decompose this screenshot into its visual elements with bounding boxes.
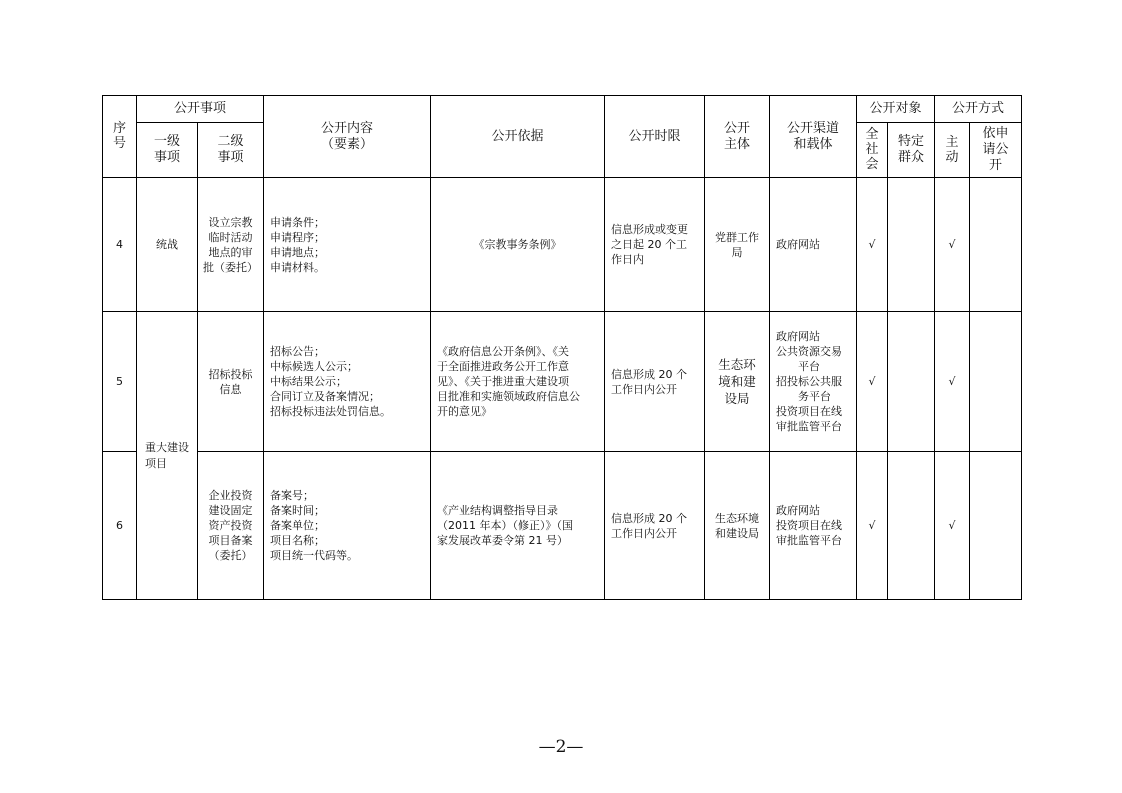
row-method-active-check: √ xyxy=(935,312,970,452)
row-channel: 政府网站 xyxy=(770,178,857,312)
header-target-specific: 特定 群众 xyxy=(888,123,935,178)
row-target-all-check: √ xyxy=(857,312,888,452)
header-channel: 公开渠道 和载体 xyxy=(770,96,857,178)
header-seq: 序号 xyxy=(103,96,137,178)
row-seq: 4 xyxy=(103,178,137,312)
header-target-all: 全社会 xyxy=(857,123,888,178)
row-level2: 设立宗教 临时活动 地点的审 批（委托） xyxy=(198,178,264,312)
row-target-specific-check xyxy=(888,452,935,600)
header-time-limit: 公开时限 xyxy=(605,96,705,178)
row-content: 备案号； 备案时间； 备案单位； 项目名称； 项目统一代码等。 xyxy=(264,452,431,600)
row-method-request-check xyxy=(970,452,1022,600)
row-time-limit: 信息形成 20 个 工作日内公开 xyxy=(605,452,705,600)
row-basis: 《政府信息公开条例》、《关 于全面推进政务公开工作意 见》、《关于推进重大建设项 目批准和实施领域政府信息公 开的意见》 xyxy=(431,312,605,452)
row-target-specific-check xyxy=(888,178,935,312)
header-content: 公开内容 （要素） xyxy=(264,96,431,178)
row-method-request-check xyxy=(970,312,1022,452)
row-level1 xyxy=(137,312,198,600)
row-seq: 6 xyxy=(103,452,137,600)
header-level2: 二级 事项 xyxy=(198,123,264,178)
header-method-group: 公开方式 xyxy=(935,96,1022,123)
row-method-active-check: √ xyxy=(935,178,970,312)
row-target-all-check: √ xyxy=(857,452,888,600)
row-target-specific-check xyxy=(888,312,935,452)
row-method-active-check: √ xyxy=(935,452,970,600)
table-row xyxy=(103,312,1022,452)
row-seq: 5 xyxy=(103,312,137,452)
table-row xyxy=(103,452,1022,600)
row-method-request-check xyxy=(970,178,1022,312)
row-subject: 生态环 境和建 设局 xyxy=(705,312,770,452)
row-subject: 生态环境 和建设局 xyxy=(705,452,770,600)
row-basis: 《产业结构调整指导目录 （2011 年本）（修正）》（国 家发展改革委令第 21 号） xyxy=(431,452,605,600)
table-row xyxy=(103,178,1022,312)
row-subject: 党群工作 局 xyxy=(705,178,770,312)
row-level2: 招标投标 信息 xyxy=(198,312,264,452)
header-method-request: 依申 请公 开 xyxy=(970,123,1022,178)
header-basis: 公开依据 xyxy=(431,96,605,178)
row-content: 申请条件； 申请程序； 申请地点； 申请材料。 xyxy=(264,178,431,312)
disclosure-table xyxy=(102,95,1022,600)
row-level1-text: 重大建设项目 xyxy=(145,440,189,470)
header-item-group: 公开事项 xyxy=(137,96,264,123)
row-level1: 统战 xyxy=(137,178,198,312)
table-header xyxy=(103,96,1022,178)
row-time-limit: 信息形成 20 个 工作日内公开 xyxy=(605,312,705,452)
row-time-limit: 信息形成或变更 之日起 20 个工 作日内 xyxy=(605,178,705,312)
row-content: 招标公告； 中标候选人公示； 中标结果公示； 合同订立及备案情况； 招标投标违法处罚信息。 xyxy=(264,312,431,452)
row-target-all-check: √ xyxy=(857,178,888,312)
header-target-group: 公开对象 xyxy=(857,96,935,123)
header-subject: 公开 主体 xyxy=(705,96,770,178)
row-channel: 政府网站 公共资源交易 平台 招投标公共服 务平台 投资项目在线 审批监管平台 xyxy=(770,312,857,452)
row-basis: 《宗教事务条例》 xyxy=(431,178,605,312)
header-method-active: 主动 xyxy=(935,123,970,178)
page-number: —2— xyxy=(538,737,584,757)
row-channel: 政府网站 投资项目在线 审批监管平台 xyxy=(770,452,857,600)
row-level2: 企业投资 建设固定 资产投资 项目备案 （委托） xyxy=(198,452,264,600)
header-level1: 一级 事项 xyxy=(137,123,198,178)
